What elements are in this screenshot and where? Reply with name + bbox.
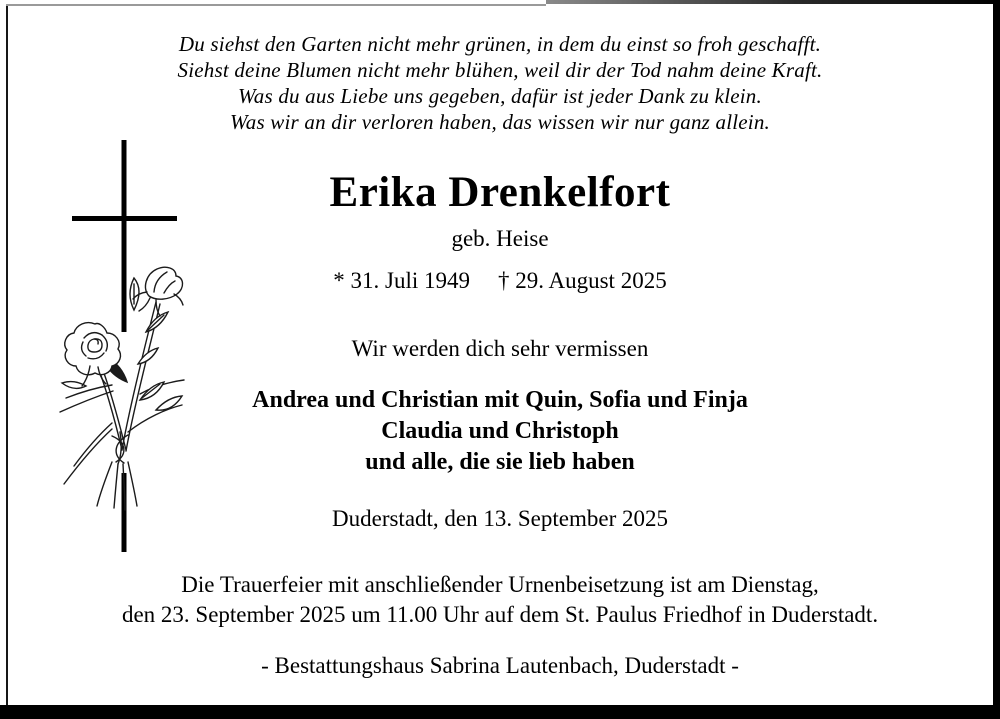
frame-border-top-right <box>546 0 1000 4</box>
mourners-line: und alle, die sie lieb haben <box>365 449 635 475</box>
verse-line: Siehst deine Blumen nicht mehr blühen, weil dir der Tod nahm deine Kraft. <box>177 58 823 82</box>
service-line: den 23. September 2025 um 11.00 Uhr auf dem St. Paulus Friedhof in Duderstadt. <box>121 602 879 627</box>
deceased-name: Erika Drenkelfort <box>329 169 671 216</box>
maiden-name: geb. Heise <box>451 226 549 251</box>
verse-line: Was wir an dir verloren haben, das wissen wir nur ganz allein. <box>230 110 770 134</box>
funeral-home-line: - Bestattungshaus Sabrina Lautenbach, Duderstadt - <box>261 653 739 678</box>
life-dates <box>0 268 1000 294</box>
mourners-line: Andrea und Christian mit Quin, Sofia und Finja <box>252 387 748 413</box>
frame-border-bottom <box>0 705 1000 719</box>
service-announcement <box>0 570 1000 630</box>
farewell-line: Wir werden dich sehr vermissen <box>351 336 649 361</box>
birth-date: * 31. Juli 1949 <box>333 268 471 293</box>
verse-line: Du siehst den Garten nicht mehr grünen, in dem du einst so froh geschafft. <box>178 32 822 56</box>
service-line: Die Trauerfeier mit anschließender Urnenbeisetzung ist am Dienstag, <box>181 572 819 597</box>
mourners-line: Claudia und Christoph <box>381 418 619 444</box>
death-date: † 29. August 2025 <box>498 268 667 293</box>
memorial-verse <box>0 31 1000 135</box>
mourners-list <box>0 385 1000 478</box>
verse-line: Was du aus Liebe uns gegeben, dafür ist jeder Dank zu klein. <box>238 84 762 108</box>
frame-border-top <box>6 4 546 6</box>
place-and-date: Duderstadt, den 13. September 2025 <box>332 506 668 531</box>
